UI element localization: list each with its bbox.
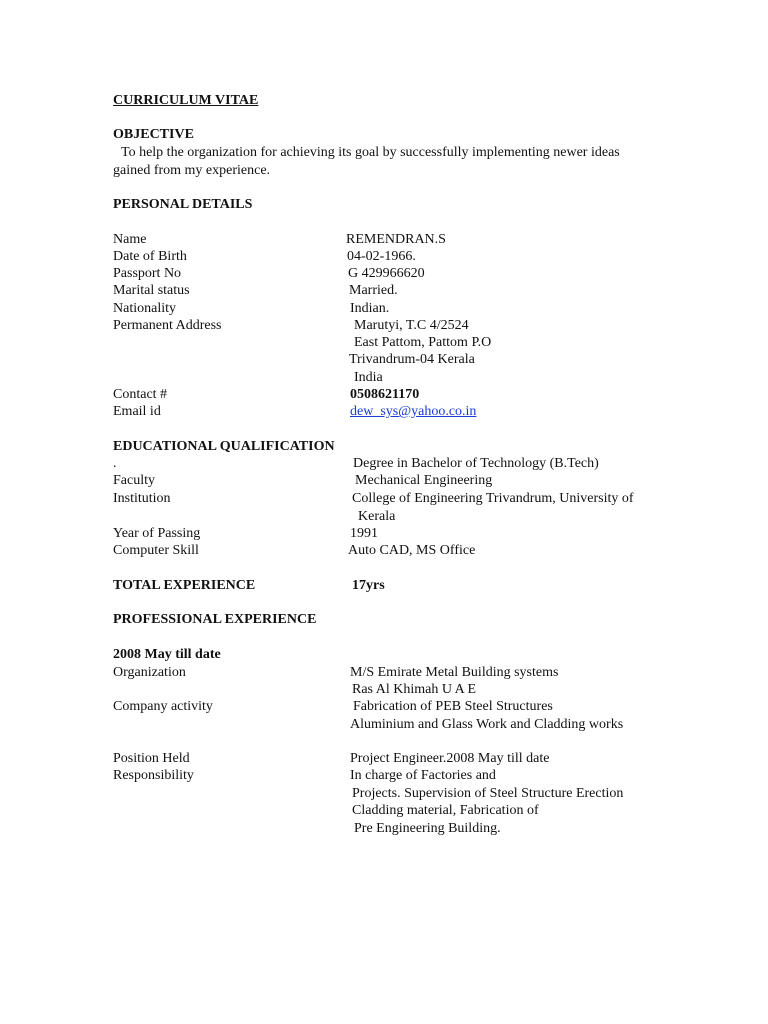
institution-line-2: Kerala: [358, 509, 396, 524]
total-experience-label: TOTAL EXPERIENCE: [113, 578, 256, 593]
marital-value: Married.: [349, 283, 398, 298]
address-line-2: East Pattom, Pattom P.O: [354, 335, 492, 350]
organization-line-2: Ras Al Khimah U A E: [352, 682, 477, 697]
address-line-3: Trivandrum-04 Kerala: [349, 352, 475, 367]
address-line-4: India: [354, 370, 383, 385]
address-label: Permanent Address: [113, 318, 222, 333]
responsibility-line-4: Pre Engineering Building.: [354, 821, 501, 836]
organization-label: Organization: [113, 665, 186, 680]
position-label: Position Held: [113, 751, 190, 766]
institution-line-1: College of Engineering Trivandrum, University of: [352, 491, 634, 506]
contact-label: Contact #: [113, 387, 168, 402]
nationality-label: Nationality: [113, 301, 176, 316]
responsibility-line-1: In charge of Factories and: [350, 768, 496, 783]
marital-label: Marital status: [113, 283, 190, 298]
company-activity-label: Company activity: [113, 699, 213, 714]
name-value: REMENDRAN.S: [346, 232, 446, 247]
company-activity-line-1: Fabrication of PEB Steel Structures: [353, 699, 553, 714]
objective-heading: OBJECTIVE: [113, 127, 194, 142]
year-value: 1991: [350, 526, 378, 541]
email-link[interactable]: dew_sys@yahoo.co.in: [350, 404, 477, 419]
nationality-value: Indian.: [350, 301, 390, 316]
experience-period: 2008 May till date: [113, 647, 221, 662]
faculty-value: Mechanical Engineering: [355, 473, 493, 488]
personal-details-heading: PERSONAL DETAILS: [113, 197, 253, 212]
institution-label: Institution: [113, 491, 171, 506]
education-heading: EDUCATIONAL QUALIFICATION: [113, 439, 335, 454]
cv-title: CURRICULUM VITAE: [113, 93, 259, 108]
dob-value: 04-02-1966.: [347, 249, 416, 264]
computer-skill-value: Auto CAD, MS Office: [348, 543, 476, 558]
dob-label: Date of Birth: [113, 249, 187, 264]
year-label: Year of Passing: [113, 526, 201, 541]
position-value: Project Engineer.2008 May till date: [350, 751, 550, 766]
computer-skill-label: Computer Skill: [113, 543, 199, 558]
professional-heading: PROFESSIONAL EXPERIENCE: [113, 612, 317, 627]
email-label: Email id: [113, 404, 161, 419]
contact-value: 0508621170: [350, 387, 420, 402]
passport-value: G 429966620: [348, 266, 425, 281]
passport-label: Passport No: [113, 266, 182, 281]
responsibility-label: Responsibility: [113, 768, 194, 783]
total-experience-value: 17yrs: [352, 578, 385, 593]
objective-line-1: To help the organization for achieving its goal by successfully implementing newer ideas: [121, 145, 620, 160]
degree-value: Degree in Bachelor of Technology (B.Tech): [353, 456, 599, 471]
name-label: Name: [113, 232, 147, 247]
address-line-1: Marutyi, T.C 4/2524: [354, 318, 469, 333]
organization-line-1: M/S Emirate Metal Building systems: [350, 665, 559, 680]
responsibility-line-2: Projects. Supervision of Steel Structure Erection: [352, 786, 624, 801]
education-dot: .: [113, 456, 117, 471]
objective-line-2: gained from my experience.: [113, 163, 271, 178]
faculty-label: Faculty: [113, 473, 155, 488]
responsibility-line-3: Cladding material, Fabrication of: [352, 803, 539, 818]
company-activity-line-2: Aluminium and Glass Work and Cladding works: [350, 717, 624, 732]
